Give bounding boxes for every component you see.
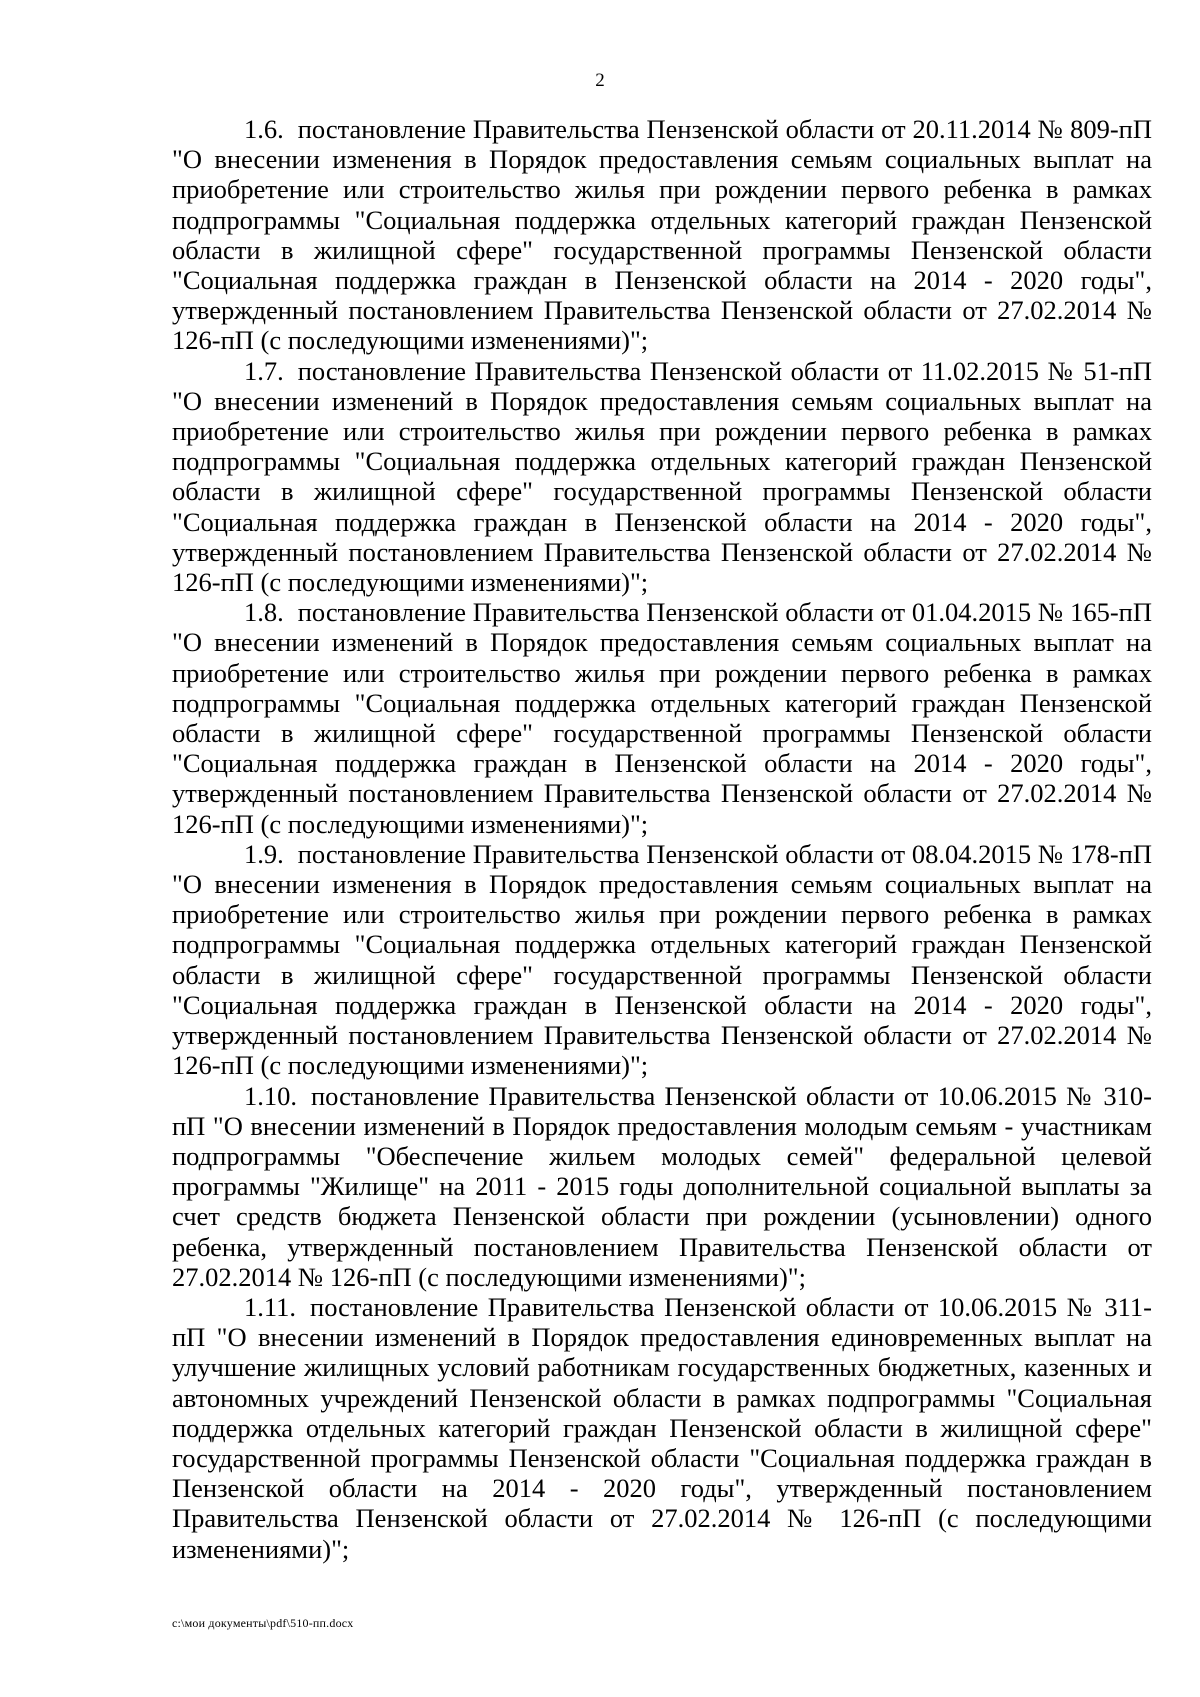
paragraph-1-9 — [172, 839, 1152, 1081]
paragraph-text: постановление Правительства Пензенской области от 01.04.2015 № 165-пП "О внесении изменений в Порядок предоставления семьям социальных выплат на приобретение или строительство жилья при рождении первого ребенка в рамках подпрограммы "Социальная поддержка отдельных категорий граждан Пензенской области в жилищной сфере" государственной программы Пензенской области "Социальная поддержка граждан в Пензенской области на 2014 - 2020 годы", утвержденный постановлением Правительства Пензенской области от 27.02.2014 № 126-пП (с последующими изменениями)"; — [172, 597, 1152, 839]
paragraph-text: постановление Правительства Пензенской области от 11.02.2015 № 51-пП "О внесении изменений в Порядок предоставления семьям социальных выплат на приобретение или строительство жилья при рождении первого ребенка в рамках подпрограммы "Социальная поддержка отдельных категорий граждан Пензенской области в жилищной сфере" государственной программы Пензенской области "Социальная поддержка граждан в Пензенской области на 2014 - 2020 годы", утвержденный постановлением Правительства Пензенской области от 27.02.2014 № 126-пП (с последующими изменениями)"; — [172, 355, 1152, 598]
paragraph-1-11 — [172, 1292, 1152, 1564]
document-body — [172, 114, 1152, 1564]
file-path-footer: c:\мои документы\pdf\510-пп.docx — [172, 1616, 354, 1630]
paragraph-1-8 — [172, 597, 1152, 839]
paragraph-number: 1.10. — [244, 1080, 297, 1111]
paragraph-text: постановление Правительства Пензенской области от 20.11.2014 № 809-пП "О внесении изменения в Порядок предоставления семьям социальных выплат на приобретение или строительство жилья при рождении первого ребенка в рамках подпрограммы "Социальная поддержка отдельных категорий граждан Пензенской области в жилищной сфере" государственной программы Пензенской области "Социальная поддержка граждан в Пензенской области на 2014 - 2020 годы", утвержденный постановлением Правительства Пензенской области от 27.02.2014 № 126-пП (с последующими изменениями)"; — [172, 114, 1152, 356]
paragraph-text: постановление Правительства Пензенской области от 10.06.2015 № 310-пП "О внесении изменений в Порядок предоставления молодым семьям - участникам подпрограммы "Обеспечение жильем молодых семей" федеральной целевой программы "Жилище" на 2011 - 2015 годы дополнительной социальной выплаты за счет средств бюджета Пензенской области при рождении (усыновлении) одного ребенка, утвержденный постановлением Правительства Пензенской области от 27.02.2014 № 126-пП (с последующими изменениями)"; — [172, 1080, 1152, 1292]
paragraph-1-10 — [172, 1081, 1152, 1292]
page-number: 2 — [595, 70, 605, 91]
paragraph-1-7 — [172, 356, 1152, 598]
paragraph-number: 1.9. — [244, 838, 284, 869]
paragraph-text: постановление Правительства Пензенской области от 08.04.2015 № 178-пП "О внесении изменения в Порядок предоставления семьям социальных выплат на приобретение или строительство жилья при рождении первого ребенка в рамках подпрограммы "Социальная поддержка отдельных категорий граждан Пензенской области в жилищной сфере" государственной программы Пензенской области "Социальная поддержка граждан в Пензенской области на 2014 - 2020 годы", утвержденный постановлением Правительства Пензенской области от 27.02.2014 № 126-пП (с последующими изменениями)"; — [172, 838, 1152, 1081]
paragraph-number: 1.11. — [244, 1291, 297, 1322]
paragraph-1-6 — [172, 114, 1152, 356]
paragraph-text: постановление Правительства Пензенской области от 10.06.2015 № 311-пП "О внесении изменений в Порядок предоставления единовременных выплат на улучшение жилищных условий работникам государственных бюджетных, казенных и автономных учреждений Пензенской области в рамках подпрограммы "Социальная поддержка отдельных категорий граждан Пензенской области в жилищной сфере" государственной программы Пензенской области "Социальная поддержка граждан в Пензенской области на 2014 - 2020 годы", утвержденный постановлением Правительства Пензенской области от 27.02.2014 № 126-пП (с последующими изменениями)"; — [172, 1291, 1152, 1564]
paragraph-number: 1.8. — [244, 597, 284, 628]
paragraph-number: 1.6. — [244, 114, 284, 144]
paragraph-number: 1.7. — [244, 355, 284, 386]
